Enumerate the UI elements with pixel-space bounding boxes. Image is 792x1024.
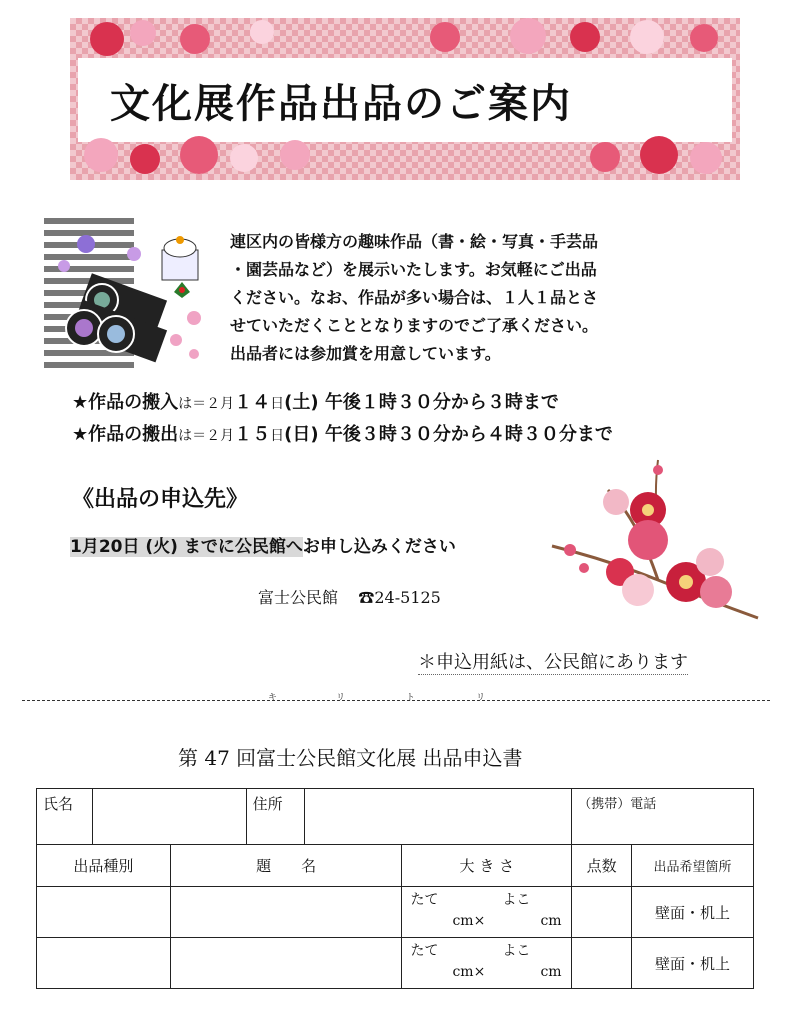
size-tate: たて [410, 943, 439, 959]
category-field[interactable] [37, 938, 171, 989]
form-availability-note: ＊申込用紙は、公民館にあります [418, 648, 688, 675]
flower-icon [180, 136, 218, 174]
size-cm: cm [540, 964, 562, 980]
cut-label: リ [476, 693, 486, 703]
carry-out-month: は＝２月 [178, 428, 235, 444]
flower-icon [250, 20, 274, 44]
form-title: 第 47 回富士公民館文化展 出品申込書 [178, 746, 523, 770]
phone-field[interactable] [572, 789, 754, 845]
flower-icon [84, 138, 118, 172]
flower-icon [170, 334, 182, 346]
carry-out-day: １５ [234, 424, 271, 445]
intro-line: ください。なお、作品が多い場合は、１人１品とさ [230, 288, 599, 307]
hall-contact [258, 585, 441, 608]
flower-icon [230, 144, 258, 172]
carry-out-weekday: (日) [284, 424, 319, 445]
carry-in-weekday: (土) [284, 392, 319, 413]
name-field[interactable] [92, 789, 246, 845]
count-field[interactable] [572, 887, 632, 938]
intro-line: ・園芸品など）を展示いたします。お気軽にご出品 [230, 260, 597, 279]
name-label: 氏名 [43, 795, 74, 813]
location-choice[interactable]: 壁面・机上 [632, 938, 754, 989]
size-yoko: よこ [502, 892, 531, 908]
flower-icon [189, 349, 199, 359]
address-label: 住所 [252, 795, 283, 813]
name-label-cell [37, 789, 93, 845]
title-field[interactable] [170, 938, 402, 989]
plum-flower-icon [603, 489, 629, 515]
carry-in-label: ★作品の搬入 [72, 392, 179, 413]
header-title: 題 名 [170, 845, 402, 887]
phone-number: 24-5125 [374, 588, 441, 607]
flower-icon [640, 136, 678, 174]
header-category: 出品種別 [37, 845, 171, 887]
flower-icon [630, 20, 664, 54]
location-choice[interactable]: 壁面・机上 [632, 887, 754, 938]
phone-icon: ☎ [358, 588, 375, 607]
plum-bud-icon [579, 563, 589, 573]
carry-out-label: ★作品の搬出 [72, 424, 179, 445]
flower-icon [130, 20, 156, 46]
size-cm-x: cm× [452, 913, 486, 929]
plum-flower-icon [696, 548, 724, 576]
address-field[interactable] [304, 789, 572, 845]
plum-flower-icon [700, 576, 732, 608]
count-field[interactable] [572, 938, 632, 989]
cut-label: リ [336, 693, 346, 703]
plum-flower-icon [622, 574, 654, 606]
size-cm-x: cm× [452, 964, 486, 980]
address-label-cell [246, 789, 304, 845]
flower-icon [180, 24, 210, 54]
flower-icon [77, 235, 95, 253]
intro-paragraph [230, 228, 700, 368]
title-field[interactable] [170, 887, 402, 938]
flower-icon [58, 260, 70, 272]
header-location: 出品希望箇所 [632, 845, 754, 887]
carry-in-day-unit: 日 [270, 396, 285, 412]
plum-bud-icon [564, 544, 576, 556]
apply-deadline [70, 532, 456, 557]
flower-icon [690, 142, 722, 174]
flower-icon [690, 24, 718, 52]
size-tate: たて [410, 892, 439, 908]
carry-in-day: １４ [234, 392, 271, 413]
flower-icon [127, 247, 141, 261]
plum-blossom-svg [548, 450, 762, 626]
hall-name: 富士公民館 [258, 588, 339, 607]
deadline-rest: お申し込みください [302, 537, 456, 557]
cut-label: ト [406, 693, 416, 703]
carry-out-time: 午後３時３０分から４時３０分まで [324, 424, 613, 445]
carry-in-month: は＝２月 [178, 396, 235, 412]
header-count: 点数 [572, 845, 632, 887]
title-banner [70, 18, 740, 180]
schedule-carry-in [72, 388, 559, 414]
flower-icon [130, 144, 160, 174]
flower-icon [280, 140, 310, 170]
flower-icon [90, 22, 124, 56]
scroll-illustration-svg [44, 214, 214, 374]
plum-bud-icon [653, 465, 663, 475]
flower-icon [590, 142, 620, 172]
size-yoko: よこ [502, 943, 531, 959]
cut-line [22, 700, 770, 701]
deadline-highlight: 1月20日 (火) までに公民館へ [70, 537, 303, 557]
cut-label: キ [268, 693, 278, 703]
category-field[interactable] [37, 887, 171, 938]
flower-icon [187, 311, 201, 325]
table-row [37, 938, 754, 989]
size-field[interactable] [402, 887, 572, 938]
flower-icon [510, 18, 546, 54]
plum-blossom-illustration [548, 450, 762, 626]
intro-line: 連区内の皆様方の趣味作品（書・絵・写真・手芸品 [230, 232, 599, 251]
flower-icon [570, 22, 600, 52]
size-cm: cm [540, 913, 562, 929]
header-size: 大 き さ [402, 845, 572, 887]
intro-line: せていただくこととなりますのでご了承ください。 [230, 316, 599, 335]
plum-flower-icon [628, 520, 668, 560]
page-title: 文化展作品出品のご案内 [110, 81, 572, 127]
schedule-carry-out [72, 420, 613, 446]
phone-label: （携帯）電話 [578, 797, 657, 812]
application-form-table [36, 788, 754, 989]
intro-line: 出品者には参加賞を用意しています。 [230, 344, 501, 363]
scroll-illustration [44, 214, 214, 374]
carry-out-day-unit: 日 [270, 428, 285, 444]
carry-in-time: 午後１時３０分から３時まで [324, 392, 559, 413]
apply-heading: 《出品の申込先》 [72, 487, 249, 512]
table-row [37, 887, 754, 938]
kagami-mochi-icon [162, 236, 198, 298]
size-field[interactable] [402, 938, 572, 989]
flower-icon [430, 22, 460, 52]
